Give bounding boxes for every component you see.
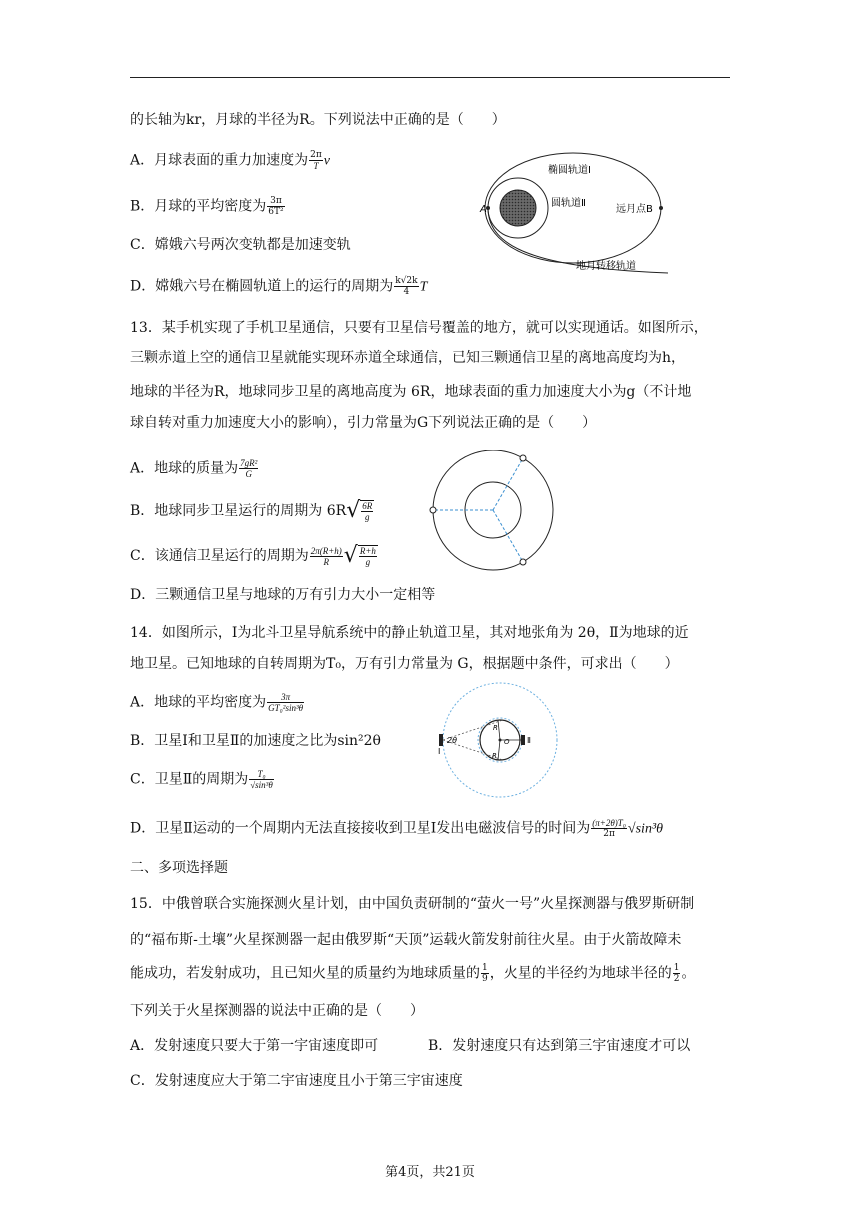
far-point-label: 远月点B (616, 204, 653, 215)
ellipse-orbit-label: 椭圆轨道Ⅰ (548, 165, 591, 176)
q14-option-d: D．卫星Ⅱ运动的一个周期内无法直接接收到卫星Ⅰ发出电磁波信号的时间为 $\frac{\text{(π+2θ)T₀}}{2\pi}$ √sin³θ (130, 818, 664, 839)
q15-option-a: A．发射速度只要大于第一宇宙速度即可 (130, 1038, 379, 1054)
q13-stem-line-2: 三颗赤道上空的通信卫星就能实现环赤道全球通信，已知三颗通信卫星的离地高度均为h， (130, 350, 686, 366)
q12-orbit-figure (478, 138, 673, 280)
q13-option-a: A．地球的质量为 $\frac{\text{7gR²}}{G}$ (130, 458, 258, 479)
q15-option-c: C．发射速度应大于第二宇宙速度且小于第三宇宙速度 (130, 1073, 463, 1089)
q15-option-b: B．发射速度只有达到第三宇宙速度才可以 (428, 1038, 691, 1054)
page-footer: 第4页，共21页 (385, 1165, 475, 1180)
q12-option-c: C．嫦娥六号两次变轨都是加速变轨 (130, 237, 351, 253)
point-b-dot (659, 206, 663, 210)
q13-stem-line-4: 球自转对重力加速度大小的影响），引力常量为G下列说法正确的是（ ） (130, 415, 597, 431)
q13-stem-line-3: 地球的半径为R，地球同步卫星的离地高度为 6R，地球表面的重力加速度大小为g（不计地 (130, 384, 692, 400)
q13-stem-line-1: 13．某手机实现了手机卫星通信，只要有卫星信号覆盖的地方，就可以实现通话。如图所示， (130, 320, 708, 336)
q14-option-c: C．卫星Ⅱ的周期为 $\frac{\text{T₀}}{\text{√sin³θ}}$ (130, 769, 273, 790)
satellite-1 (430, 507, 436, 513)
circle-orbit-label: 圆轨道Ⅱ (551, 198, 586, 209)
q14-stem-line-2: 地卫星。已知地球的自转周期为T₀，万有引力常量为 G，根据题中条件，可求出（ ） (130, 656, 679, 672)
q12-option-a: A．月球表面的重力加速度为 $\frac{2\pi}{T}$ v (130, 150, 330, 171)
center-label: O (504, 738, 510, 746)
radius-bottom-label: R (492, 752, 497, 760)
q15-stem-line-1: 15．中俄曾联合实施探测火星计划，由中国负责研制的“萤火一号”火星探测器与俄罗斯研制 (130, 896, 695, 912)
q15-stem-line-4: 下列关于火星探测器的说法中正确的是（ ） (130, 1003, 424, 1019)
q14-option-b: B．卫星Ⅰ和卫星Ⅱ的加速度之比为sin²2θ (130, 733, 381, 749)
q14-satellite-figure (425, 680, 570, 802)
header-rule (130, 77, 730, 78)
angle-label: 2θ (447, 736, 457, 745)
radius-top-label: R (493, 724, 498, 732)
point-a-label: A (480, 204, 487, 215)
q12-option-b: B．月球的平均密度为 $\frac{3\pi}{\text{6T²}}$ (130, 196, 284, 217)
q14-stem-line-1: 14．如图所示，Ⅰ为北斗卫星导航系统中的静止轨道卫星，其对地张角为 2θ，Ⅱ为地球的近 (130, 625, 689, 641)
section-2-heading: 二、多项选择题 (130, 860, 228, 876)
transfer-orbit-label: 地月转移轨道 (576, 261, 636, 272)
sat2-label: Ⅱ (527, 736, 531, 745)
q15-stem-line-3: 能成功，若发射成功，且已知火星的质量约为地球质量的 $\frac{1}{9}$ ，火星的半径约为地球半径的 $\frac{1}{2}$ 。 (130, 963, 696, 984)
satellite-2-icon (521, 735, 525, 745)
satellite-2 (520, 455, 526, 461)
moon (500, 190, 536, 226)
q13-option-d: D．三颗通信卫星与地球的万有引力大小一定相等 (130, 587, 436, 603)
q13-satellite-figure (425, 450, 565, 575)
q13-option-b: B．地球同步卫星运行的周期为 6R√ $\frac{6R}{g}$ (130, 498, 373, 523)
q14-option-a: A．地球的平均密度为 $\frac{3\pi}{\text{GT₀²sin³θ}}$ (130, 692, 304, 713)
sat1-label: Ⅰ (438, 747, 441, 756)
satellite-3 (520, 559, 526, 565)
satellite-1-icon (439, 734, 443, 746)
q15-stem-line-2: 的“福布斯-土壤”火星探测器一起由俄罗斯“天顶”运载火箭发射前往火星。由于火箭故障未 (130, 932, 682, 948)
q12-stem: 的长轴为kr，月球的半径为R。下列说法中正确的是（ ） (130, 112, 506, 128)
q12-option-d: D．嫦娥六号在椭圆轨道上的运行的周期为 $\frac{k√2k}{4}$ T (130, 276, 428, 297)
q13-option-c: C．该通信卫星运行的周期为 $\frac{2\pi(R+h)}{R}$ √ $\frac{R+h}{g}$ (130, 543, 376, 568)
